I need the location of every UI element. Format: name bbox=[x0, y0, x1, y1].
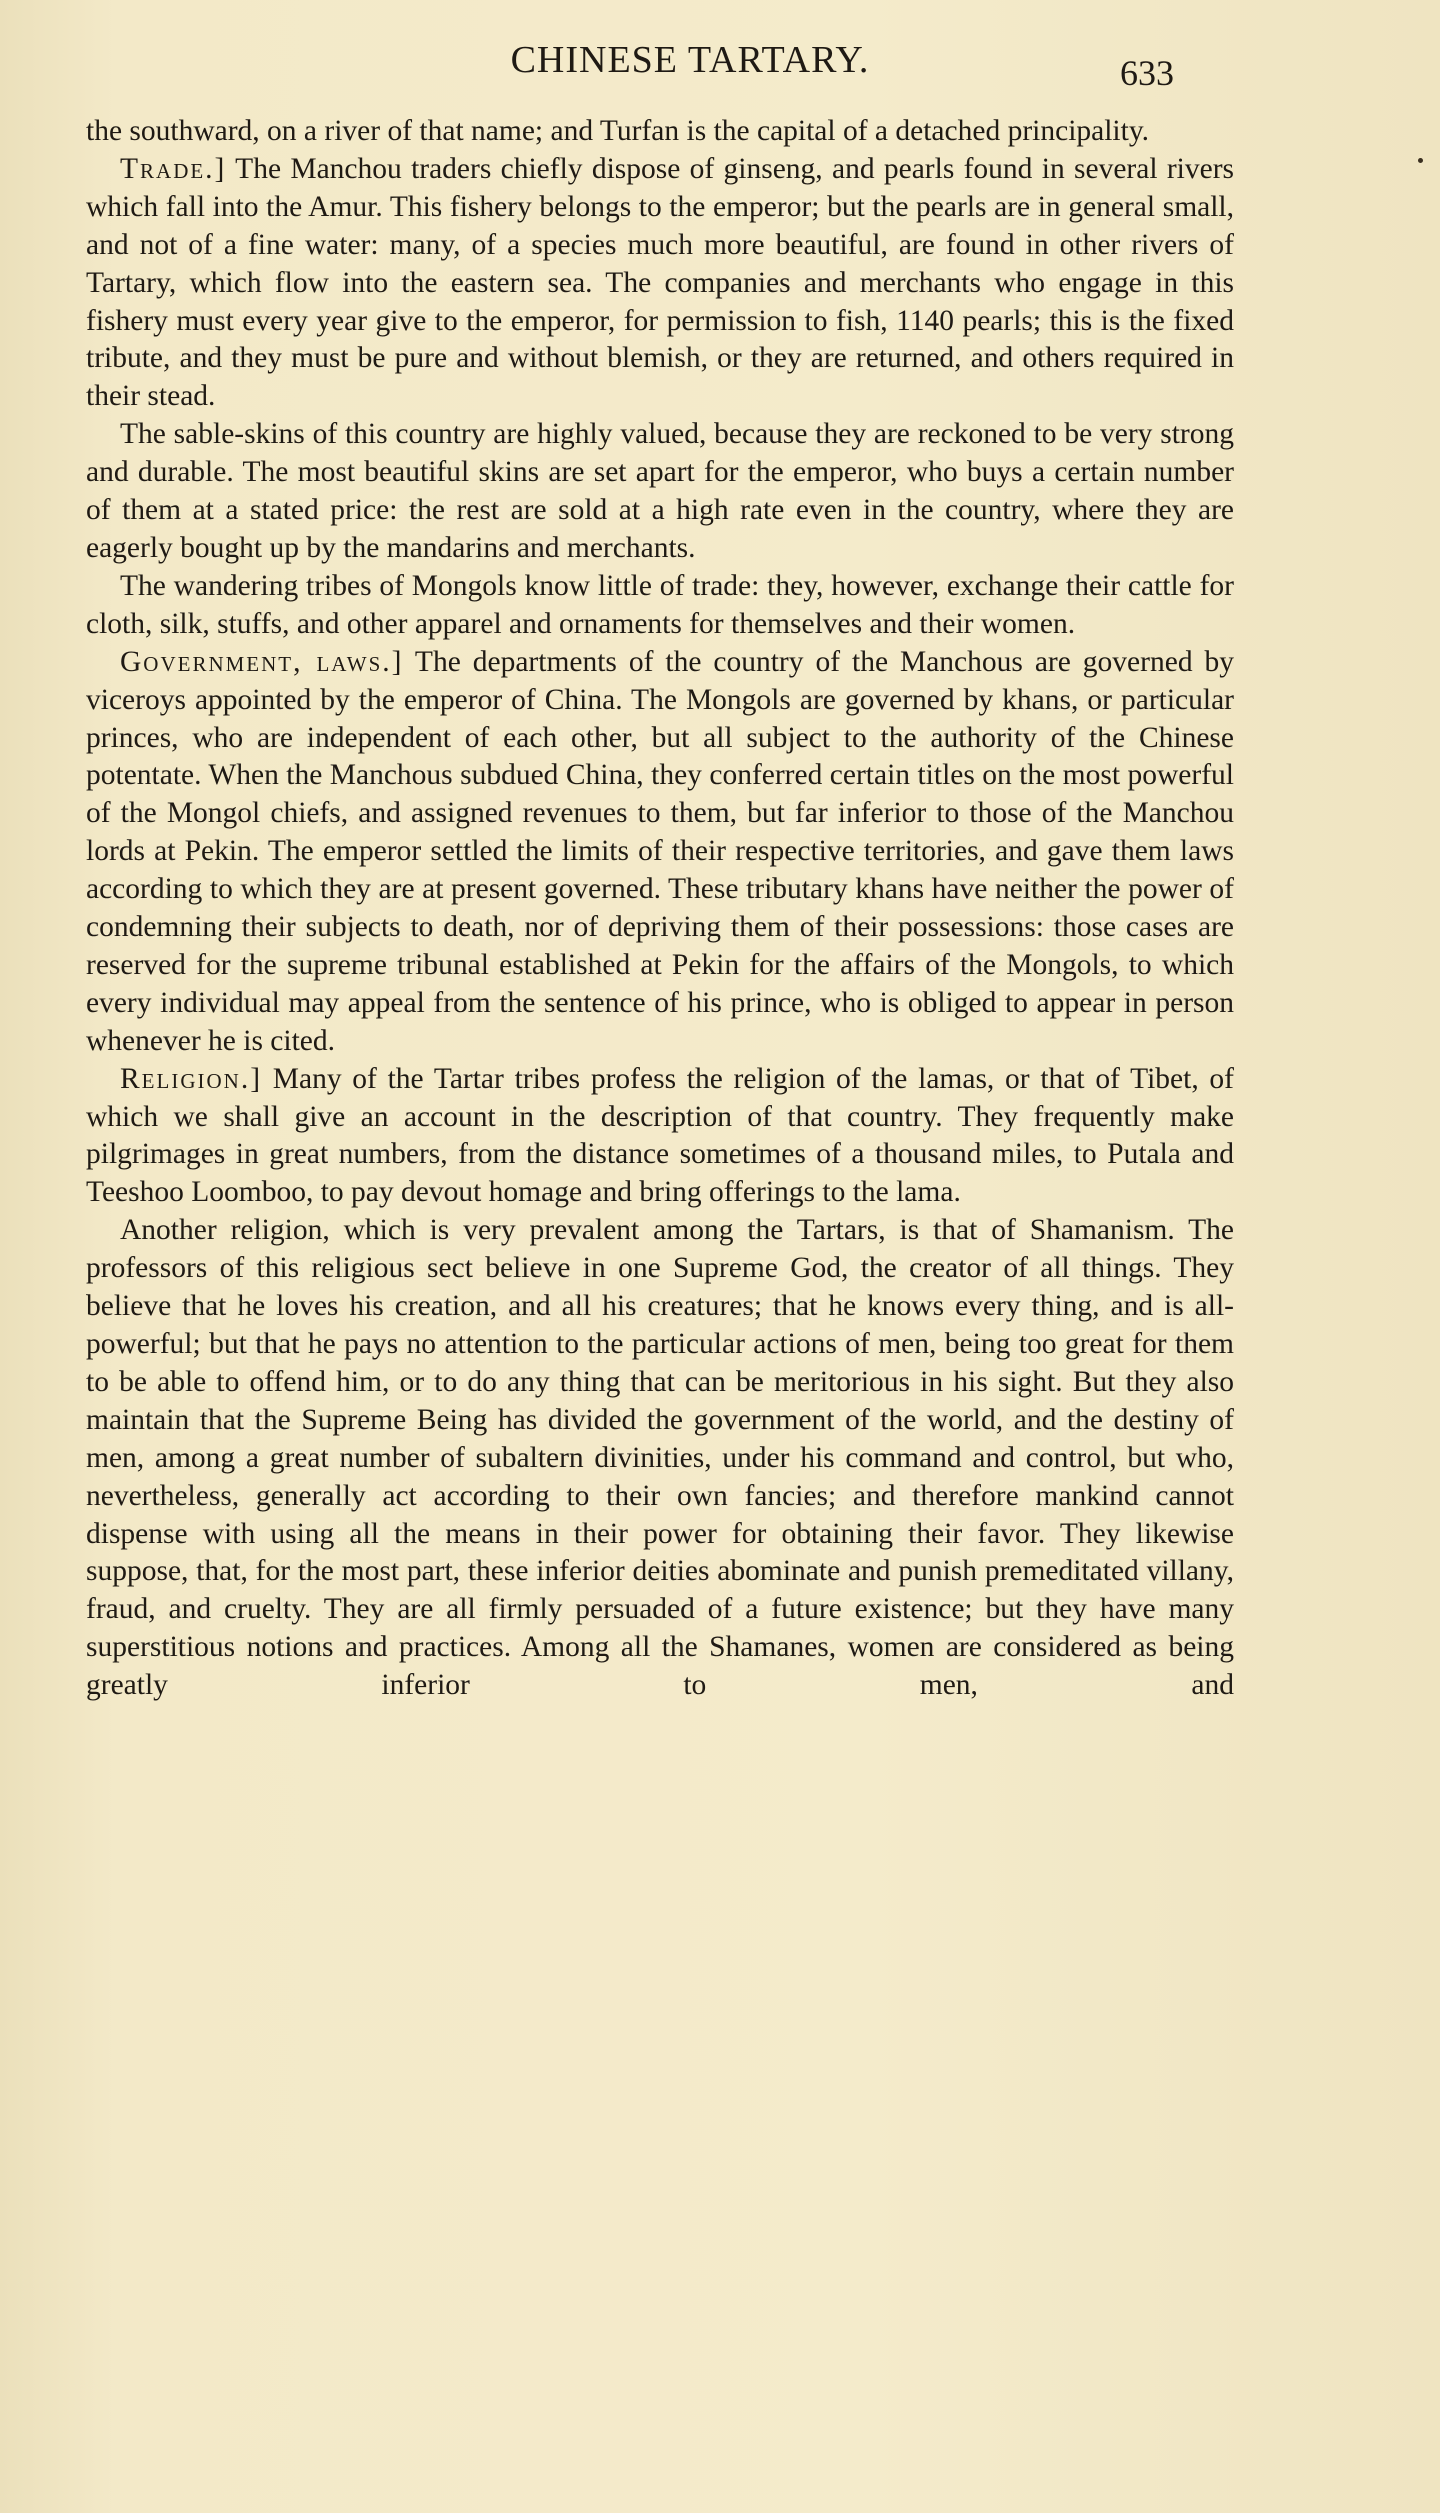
paragraph-religion bbox=[86, 1061, 1234, 1213]
paragraph-text: Many of the Tartar tribes profess the religion of the lamas, or that of Tibet, of which we shall give an account in the description of that country. They frequently make pilgrimages in great numbers, from the distance sometimes of a thousand miles, to Putala and Teeshoo Loomboo, to pay devout homage and bring offerings to the lama. bbox=[86, 1062, 1234, 1209]
paragraph-government bbox=[86, 644, 1234, 1061]
paragraph-shamanism bbox=[86, 1212, 1234, 1705]
paragraph-text: the southward, on a river of that name; and Turfan is the capital of a detached principality. bbox=[86, 115, 1150, 147]
paragraph-text: The sable-skins of this country are highly valued, because they are reckoned to be very strong and durable. The most beautiful skins are set apart for the emperor, who buys a certain number of them at a stated price: the rest are sold at a high rate even in the country, where they are eagerly bought up by the mandarins and merchants. bbox=[86, 418, 1234, 564]
page-header bbox=[0, 38, 1440, 98]
paragraph-sable-skins bbox=[86, 416, 1234, 568]
section-heading-religion: Religion.] bbox=[120, 1062, 263, 1095]
stray-ink-mark bbox=[1418, 158, 1423, 163]
section-heading-trade: Trade.] bbox=[120, 152, 227, 185]
paragraph-trade bbox=[86, 151, 1234, 416]
paragraph-mongol-trade bbox=[86, 568, 1234, 644]
body-text bbox=[86, 113, 1234, 1705]
paragraph-text: Another religion, which is very prevalent among the Tartars, is that of Shamanism. The professors of this religious sect believe in one Supreme God, the creator of all things. They believe that he loves his creation, and all his creatures; that he knows every thing, and is all-powerful; but that he pays no attention to the particular actions of men, being too great for them to be able to offend him, or to do any thing that can be meritorious in his sight. But they also maintain that the Supreme Being has divided the government of the world, and the destiny of men, among a great number of subaltern divinities, under his command and control, but who, nevertheless, generally act according to their own fancies; and therefore mankind cannot dispense with using all the means in their power for obtaining their favor. They likewise suppose, that, for the most part, these inferior deities abominate and punish premeditated villany, fraud, and cruelty. They are all firmly persuaded of a future existence; but they have many superstitious notions and practices. Among all the Shamanes, women are considered as being greatly inferior to men, and bbox=[86, 1214, 1234, 1702]
page-number: 633 bbox=[1120, 53, 1174, 93]
paragraph-text: The wandering tribes of Mongols know little of trade: they, however, exchange their cattle for cloth, silk, stuffs, and other apparel and ornaments for themselves and their women. bbox=[86, 569, 1234, 640]
running-title: CHINESE TARTARY. bbox=[510, 39, 870, 81]
paragraph-text: The departments of the country of the Manchous are governed by viceroys appointed by the emperor of China. The Mongols are governed by khans, or particular princes, who are independent of each other, but all subject to the authority of the Chinese potentate. When the Manchous subdued China, they conferred certain titles on the most powerful of the Mongol chiefs, and assigned revenues to them, but far inferior to those of the Manchou lords at Pekin. The emperor settled the limits of their respective territories, and gave them laws according to which they are at present governed. These tributary khans have neither the power of condemning their subjects to death, nor of depriving them of their possessions: those cases are reserved for the supreme tribunal established at Pekin for the affairs of the Mongols, to which every individual may appeal from the sentence of his prince, who is obliged to appear in person whenever he is cited. bbox=[86, 645, 1235, 1057]
section-heading-government: Government, laws.] bbox=[120, 645, 404, 678]
paragraph-text: The Manchou traders chiefly dispose of ginseng, and pearls found in several rivers which fall into the Amur. This fishery belongs to the emperor; but the pearls are in general small, and not of a fine water: many, of a species much more beautiful, are found in other rivers of Tartary, which flow into the eastern sea. The companies and merchants who engage in this fishery must every year give to the emperor, for permission to fish, 1140 pearls; this is the fixed tribute, and they must be pure and without blemish, or they are returned, and others required in their stead. bbox=[86, 152, 1234, 413]
paragraph-continuation bbox=[86, 113, 1234, 151]
